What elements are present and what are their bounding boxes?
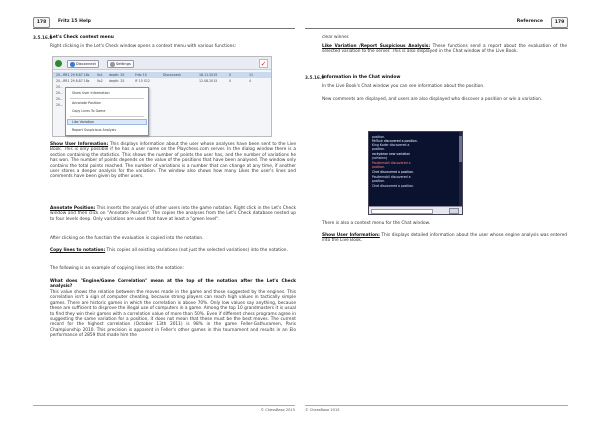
annotate-position-paragraph: Annotate Position: This inserts the analysis of other users into the game notation. Right click in the Let's Check window and then click on "Annotate Position". The copies the analyses from the Let's Check database nested up to four levels deep. Only variations are used that have at least a "green level". [50,206,297,222]
table-row[interactable]: 20...RR1 29 8.87 18s 0s2 depth: 25 IF 15 S12 12.08.2015 0 4 [56,79,252,83]
menu-item-copy-lines-to-game[interactable]: Copy Lines To Game [72,109,106,113]
table-row[interactable]: 20... [56,97,64,101]
chat-paragraph-2: New comments are displayed, and users are also displayed who discover a position or win a variation. [322,97,543,102]
right-page-header [305,17,568,29]
menu-separator [70,116,144,117]
menu-separator [70,98,144,99]
section-number-2: 3.5.16.9 [305,75,325,80]
menu-item-like-variation[interactable]: Like Variation [72,120,95,124]
chat-scrollbar[interactable] [459,132,463,214]
chat-line: position. [372,147,386,151]
scrollbar-thumb[interactable] [459,136,462,162]
left-page-header [33,17,295,29]
chat-line: rockydean new variation [372,152,411,156]
running-title-right: Reference [516,19,543,24]
chat-input-bar [369,206,462,214]
menu-item-annotate-position[interactable]: Annotate Position [72,101,101,105]
chat-window-screenshot [368,131,463,215]
chat-line: King Koder discovered a [372,143,410,147]
chat-line: (schwinn) [372,156,387,160]
gear-icon [110,62,115,67]
after-clicking-paragraph: After clicking on the function the evaluation is copied into the notation. [50,236,204,241]
chat-line: Pauliemobil discovered a [372,161,411,165]
context-menu-paragraph: There is also a context menu for the Chat window. [322,221,431,226]
check-icon[interactable]: ✓ [260,60,267,68]
like-variation-paragraph: Like Variation /Report Suspicious Analysis: These functions send a report about the evaluation of the selected variation to the server. This is also displayed in the Chat window of the Live Book. [322,44,567,55]
context-menu [65,87,149,136]
chat-line: position. [372,135,386,139]
faq-answer: This value shows the relation between the moves made in the game and those suggested by the engines. This correlation isn't a sign of computer cheating, because strong players can reach high values in tactically simple games. There are historic games in which the correlation is above 70%. Only low values say anything, because these are sufficient to disprove the illegal use of computers in a game. Among the top 10 grandmasters it is usual to find they win their games with a correlation value of more than 50%. Even if different chess programs agree in suggesting the same variation for a position, it does not mean that these must be the best moves. The current record for the highest correlation (October 13th 2011) is 98% in the game Feller-Gathuramen, Paris Championship 2010. This precision is apparent in Feller's other games in this tournament and results in an Elo performance of 2859 that made him the [50,290,296,339]
example-paragraph: The following is an example of copying lines into the notation: [50,266,184,271]
chat-line: Chet discovered a position. [372,184,415,188]
section-title-2: Information in the Chat window [322,75,401,80]
menu-item-report-suspicious-analysis[interactable]: Report Suspicious Analysis [72,128,117,132]
toolbar [53,57,271,70]
chat-input[interactable] [371,209,433,214]
lets-check-screenshot [52,56,272,137]
running-title-left: Fritz 15 Help [58,19,91,24]
faq-question: What does "Engine/Game Correlation" mean at the top of the notation after the Let's Check analysis? [50,279,296,290]
page-number-right: 179 [551,17,568,28]
chat-line: Pauliemobil discovered a [372,175,411,179]
send-button[interactable] [449,208,459,214]
show-user-info-paragraph-2: Show User Information: This displays detailed information about the user whose engine analysis was entered into the Live Book. [322,233,567,244]
chat-line: Chet discovered a position. [372,170,415,174]
settings-button[interactable]: Settings [107,60,134,68]
intro-paragraph: Right clicking in the Let's Check window opens a context menu with various functions: [50,44,237,49]
chat-paragraph: In the Live Book's Chat window you can see information about the position. [322,84,485,89]
right-page [300,0,600,424]
table-row[interactable]: 20... [56,91,64,95]
table-row[interactable]: 20...RR1 29 8.87 18s 0s1 depth: 25 Fritz 15 Disconnect 18.11.2015 0 11 [53,72,271,78]
disconnect-icon [70,62,75,67]
show-user-info-paragraph: Show User Information: This displays information about the user whose analyses have been sent to the Live Book. This is only possible if he has a user name on the Playchess.com server. In the dialog window there is a section containing the statistics. This shows the number of points the user has, and the number of variations he has won. The number of points depends on the value of the positions that have been analysed. The window only contains the total points reached. The number of variations is a number that can change at any time, if another user stores a deeper analysis for the variation. The window also shows how many Likes the user's lines and comments have been given by other users. [50,142,296,180]
section-number: 3.5.16.8 [33,35,53,40]
footer-left: © ChessBase 2015 [33,405,295,412]
continuation-paragraph: clear winner. [322,35,350,40]
chat-line: position. [372,165,386,169]
menu-item-show-user-information[interactable]: Show User Information [72,91,110,95]
table-row[interactable]: 20... [56,85,64,89]
copy-lines-paragraph: Copy lines to notation: This copies all existing variations (not just the selected variations) into the notation. [50,248,288,253]
section-title: Let's Check context menu [50,35,114,40]
page-number-left: 178 [33,17,50,28]
chat-line: position. [372,179,386,183]
footer-right: © ChessBase 2015 [305,405,568,412]
table-row[interactable]: 20... [56,103,64,107]
disconnect-button[interactable]: Disconnect [67,60,99,68]
chat-line: MrTuck discovered a position. [372,139,418,143]
status-icon [55,60,62,67]
